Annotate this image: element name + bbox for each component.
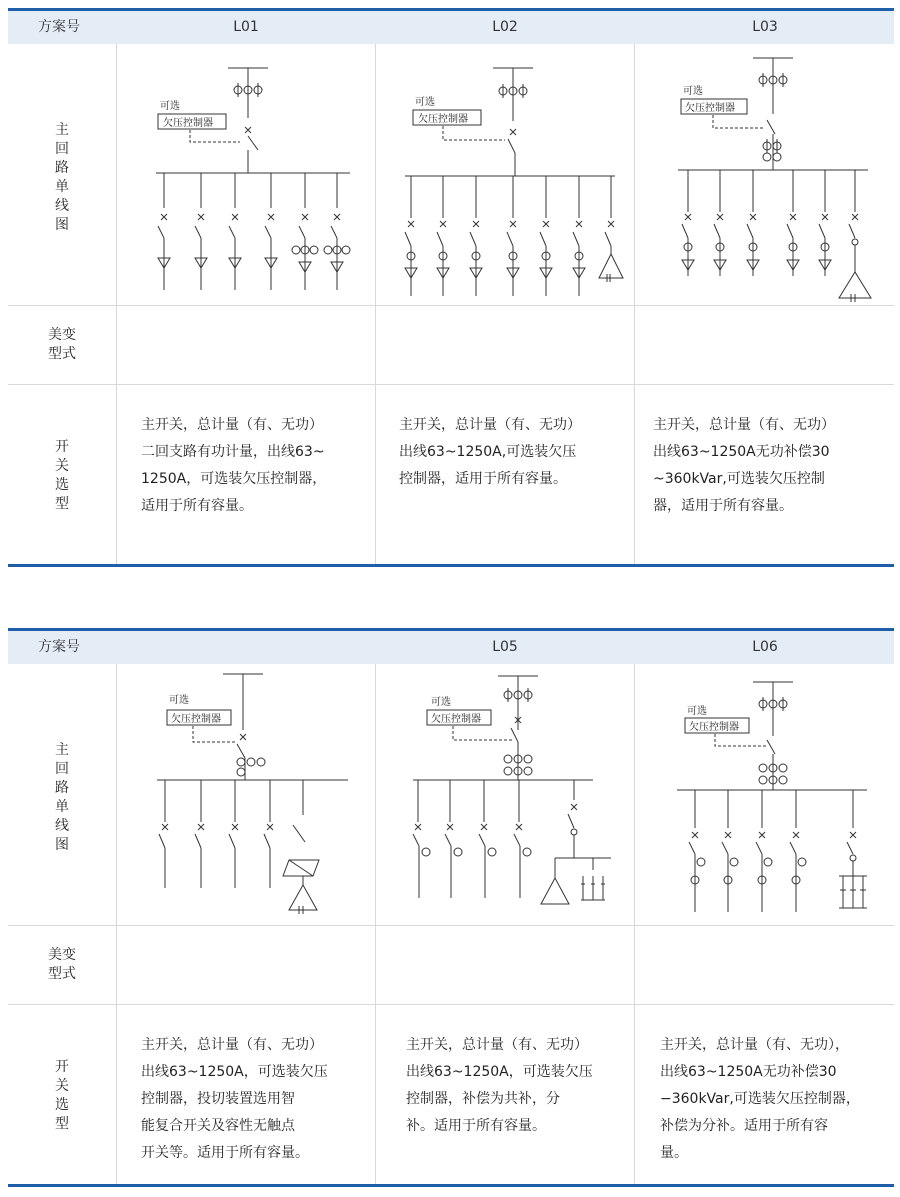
description-l06: 主开关，总计量（有、无功）， 出线63~1250A无功补偿30 −360kVar,可选装欠压控制器， 补偿为分补。适用于所有容 量。 <box>660 1037 860 1161</box>
optional-text: 可选 <box>431 697 451 708</box>
description-l05: 主开关，总计量（有、无功） 出线63~1250A，可选装欠压 控制器，补偿为共补，分 补。适用于所有容量。 <box>406 1037 593 1134</box>
single-line-diagram-l05 <box>403 670 633 920</box>
scheme-code-l02: L02 <box>492 19 518 35</box>
main-circuit-label: 主 回 路 单 线 图 <box>55 742 69 853</box>
single-line-diagram-l01 <box>138 58 368 298</box>
scheme-table-2 <box>8 628 894 1187</box>
feeder-branches <box>682 170 871 302</box>
optional-text: 可选 <box>683 86 703 97</box>
single-line-diagram-l06 <box>663 676 888 921</box>
scheme-code-l06: L06 <box>752 639 778 655</box>
column-divider <box>634 44 635 564</box>
column-divider <box>116 664 117 1184</box>
main-circuit-label: 主 回 路 单 线 图 <box>55 122 69 233</box>
undervoltage-controller-text: 欠压控制器 <box>689 722 739 733</box>
scheme-code-l01: L01 <box>233 19 259 35</box>
transformer-type-label: 美变 型式 <box>48 947 76 982</box>
optional-text: 可选 <box>160 101 180 112</box>
table-header <box>8 631 894 664</box>
feeder-branches <box>159 780 319 914</box>
row-divider <box>8 305 894 306</box>
feeder-branches <box>689 790 867 912</box>
row-divider <box>8 925 894 926</box>
feeder-branches <box>158 173 350 290</box>
optional-text: 可选 <box>169 695 189 706</box>
scheme-no-label: 方案号 <box>38 639 80 655</box>
single-line-diagram-l02 <box>393 56 628 301</box>
table-bottom-border <box>8 1184 894 1187</box>
description-l03: 主开关，总计量（有、无功） 出线63~1250A无功补偿30 ~360kVar,可选装欠压控制 器，适用于所有容量。 <box>653 417 835 514</box>
undervoltage-controller-text: 欠压控制器 <box>431 714 481 725</box>
description-l02: 主开关，总计量（有、无功） 出线63~1250A,可选装欠压 控制器，适用于所有容量。 <box>399 417 581 487</box>
description-l04: 主开关，总计量（有、无功） 出线63~1250A，可选装欠压 控制器，投切装置选用智 能复合开关及容性无触点 开关等。适用于所有容量。 <box>141 1037 328 1161</box>
optional-text: 可选 <box>687 706 707 717</box>
column-divider <box>375 664 376 1184</box>
undervoltage-controller-text: 欠压控制器 <box>685 103 735 114</box>
row-divider <box>8 384 894 385</box>
row-divider <box>8 1004 894 1005</box>
switch-selection-label: 开 关 选 型 <box>55 439 69 512</box>
column-divider <box>375 44 376 564</box>
undervoltage-controller-text: 欠压控制器 <box>163 118 213 129</box>
scheme-no-label: 方案号 <box>38 19 80 35</box>
table-header <box>8 11 894 44</box>
transformer-type-label: 美变 型式 <box>48 327 76 362</box>
description-l01: 主开关，总计量（有、无功） 二回支路有功计量，出线63~ 1250A，可选装欠压控制器， 适用于所有容量。 <box>141 417 327 514</box>
column-divider <box>634 664 635 1184</box>
feeder-branches <box>413 780 611 904</box>
switch-selection-label: 开 关 选 型 <box>55 1059 69 1132</box>
single-line-diagram-l04 <box>143 670 368 920</box>
feeder-branches <box>405 176 623 296</box>
scheme-code-l05: L05 <box>492 639 518 655</box>
scheme-table-1 <box>8 8 894 567</box>
scheme-code-l04 <box>216 631 276 664</box>
undervoltage-controller-text: 欠压控制器 <box>171 714 221 725</box>
column-divider <box>116 44 117 564</box>
optional-text: 可选 <box>415 97 435 108</box>
scheme-code-l03: L03 <box>752 19 778 35</box>
single-line-diagram-l03 <box>653 54 888 304</box>
undervoltage-controller-text: 欠压控制器 <box>418 114 468 125</box>
table-bottom-border <box>8 564 894 567</box>
